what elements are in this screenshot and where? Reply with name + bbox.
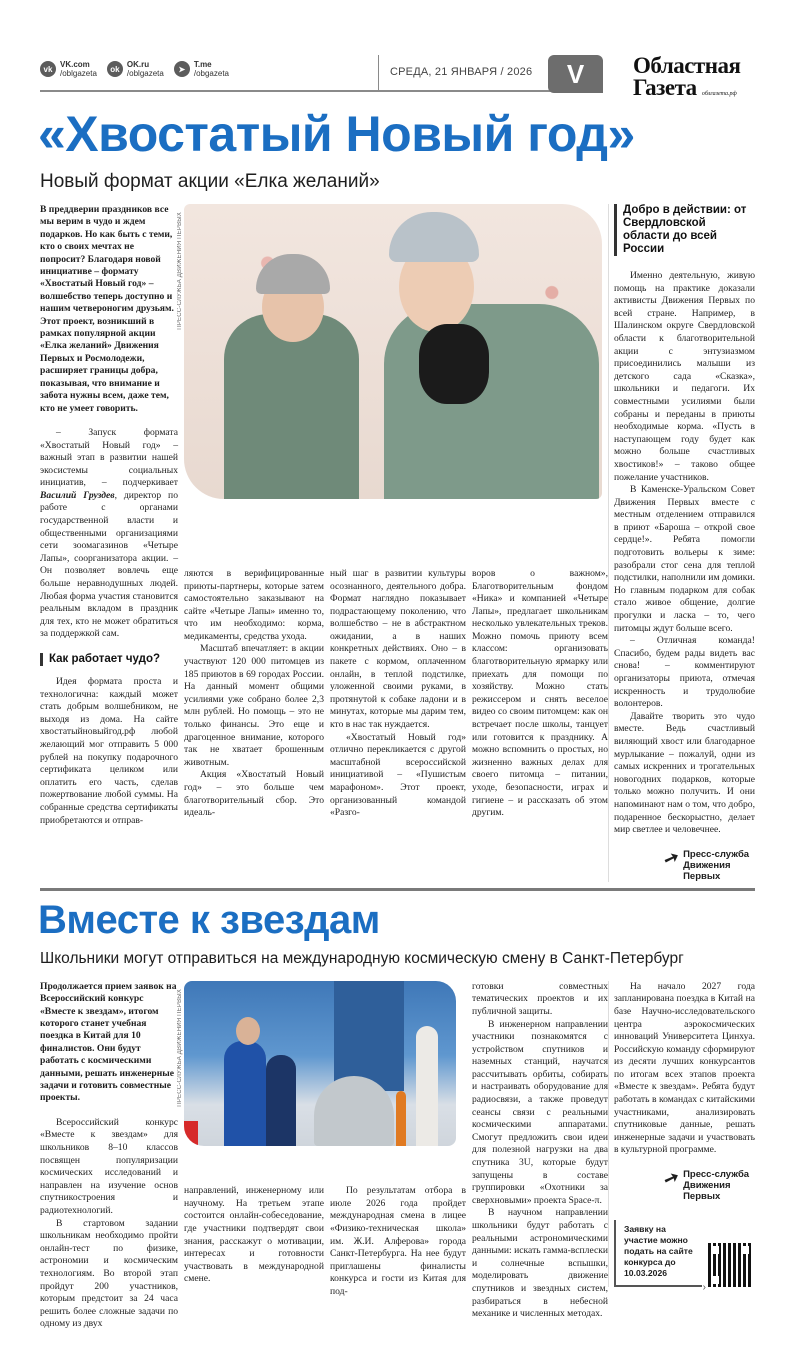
- header-rule: [40, 90, 560, 92]
- paragraph: направлений, инженерному или научному. На третьем этапе состоится онлайн-собеседование, где участники подтвердят свои знания, расскажут о мотивации, интересах и готовности участвовать в международной смене.: [184, 1185, 324, 1285]
- photo-child-right: [384, 304, 599, 499]
- article2-column-2: [184, 1185, 324, 1286]
- photo-red-corner: [184, 1121, 198, 1146]
- article2-body: [40, 981, 755, 1331]
- article2-press-credit: [661, 1166, 755, 1203]
- social-link-telegram[interactable]: [174, 60, 229, 78]
- paragraph: По результатам отбора в июле 2026 года пройдет международная смена в лицее «Физико-техническая школа» им. Ж.И. Алферова» города Санкт-Петербурга. На нее будут приглашены финалисты конкурса и гости из Китая для под-: [330, 1185, 466, 1297]
- section-badge: V: [548, 55, 603, 93]
- article1-photo: [184, 204, 602, 499]
- photo-rocket-small: [396, 1091, 406, 1146]
- paragraph: воров о важном», Благотворительным фондом «Ника» и компанией «Четыре Лапы», предлагает школьникам несколько увлекательных треков. Можно помочь приюту всем классом: организовать благотворительную ярмарку или приехать для помощи по хозяйству. Можно стать режиссером и снять веселое видео со своим питомцем: как он встречает после школы, танцует или готовится к празднику. А можно вспомнить о простых, но жизненно важных делах для своего питомца – питании, уходе, безопасности, играх и гигиене – и рассказать об этом другим.: [472, 567, 608, 819]
- credit-line: Пресс-служба: [683, 848, 750, 860]
- paragraph: Масштаб впечатляет: в акции участвуют 120 000 питомцев из 185 приютов в 69 городах России. На данный момент общими усилиями уже собрано более 2,3 млн рублей. Но помощь – это не только финансы. Это еще и драгоценное внимание, которого так не хватает брошенным животным.: [184, 643, 324, 768]
- paragraph: ный шаг в развитии культуры осознанного, деятельного добра. Формат наглядно показывает подрастающему поколению, что волшебство – не в абстрактном ожидании, а в наших конкретных действиях. Оно – в пакете с кормом, оплаченном онлайн, в теплой подстилке, уложенной своими руками, в протянутой к собаке ладони и в минутах, которые мы дарим тем, кто в нас так нуждается.: [330, 567, 466, 731]
- social-name: OK.ru: [126, 60, 150, 69]
- article2-subtitle: Школьники могут отправиться на международную космическую смену в Санкт-Петербург: [40, 949, 684, 967]
- paragraph: В инженерном направлении участники познакомятся с устройством спутников и наземных станций, научатся рассчитывать орбиты, собирать и настраивать оборудование для радиосвязи, а также проведут сеансы связи с реальными космическими аппаратами. Смогут предложить свои идеи для полезной нагрузки на два спутника 3U, которые будут запущены в составе группировки «Охотники за сверхновыми» проекта Space-π.: [472, 1018, 608, 1206]
- social-name: VK.com: [60, 60, 90, 69]
- photo-cat: [419, 324, 489, 404]
- article1-body: [40, 204, 755, 882]
- paragraph: Давайте творить это чудо вместе. Ведь счастливый виляющий хвост или благодарное мурлыкание – пожалуй, одни из самых искренних и трогательных новогодних подарков, которые только можно получить. И они напоминают нам о том, что добро, подаренное бескорыстно, делает мир светлее и человечнее.: [614, 710, 755, 836]
- telegram-icon: ➤: [174, 61, 190, 77]
- photo-hat: [389, 212, 479, 262]
- article2-photo-cell: [177, 981, 466, 1146]
- credit-line: Движения Первых: [683, 859, 731, 882]
- article2-column-4: [472, 981, 608, 1321]
- photo-girl: [266, 1055, 296, 1146]
- logo-line1: Областная: [633, 53, 741, 78]
- quill-arrow-icon: ➚: [661, 845, 683, 870]
- logo-line2: Газета: [633, 75, 697, 100]
- social-handle: /obgazeta: [193, 69, 229, 78]
- photo-face: [236, 1017, 260, 1045]
- social-handle: /oblgazeta: [60, 69, 97, 78]
- apply-box: [614, 1220, 706, 1294]
- article2-column-3: [330, 1185, 466, 1298]
- article1-sidebar: [608, 204, 755, 882]
- paragraph: Идея формата проста и технологична: каждый может стать добрым волшебником, не выходя из дома. На сайте хвостатыйновыйгод.рф любой желающий мог отправить 5 000 рублей на покупку подарочного сертификата целиком или оплатить его часть, сделав пожертвование любой суммы. На собранные средства сертификаты приобретаются и отправ-: [40, 676, 178, 826]
- quill-arrow-icon: ➚: [661, 1166, 683, 1191]
- article2-title: Вместе к звездам: [38, 897, 380, 942]
- article-divider: [40, 888, 755, 891]
- article1-press-credit: [661, 845, 755, 882]
- paragraph: Акция «Хвостатый Новый год» – это больше чем благотворительный сбор. Это идеаль-: [184, 769, 324, 819]
- article1-title: «Хвостатый Новый год»: [38, 106, 635, 162]
- arrow-right-icon: ›: [702, 1282, 706, 1294]
- photo1-credit: ПРЕСС-СЛУЖБА ДВИЖЕНИЯ ПЕРВЫХ: [177, 212, 183, 330]
- article2-column-5: [608, 980, 755, 1294]
- social-link-ok[interactable]: [107, 60, 164, 78]
- photo-rocket-model: [416, 1026, 438, 1146]
- article1-column-3: [330, 568, 466, 820]
- social-link-vk[interactable]: [40, 60, 97, 78]
- article2-lead: Продолжается прием заявок на Всероссийский конкурс «Вместе к звездам», итогом которого станет учебная поездка в Китай для 10 финалистов. Они будут работать с космическими данными, решать инженерные задачи и готовить совместные проекты.: [40, 980, 177, 1104]
- paragraph: Всероссийский конкурс «Вместе к звездам» для школьников 8–10 классов посвящен популяризации космических исследований и направлен на изучение основ спутникостроения и радиотехнологий.: [40, 1116, 178, 1216]
- article1-column-1: [40, 204, 178, 827]
- article1-photo-cell: [177, 204, 608, 499]
- article1-column-4: [472, 568, 608, 820]
- photo-boy: [224, 1041, 266, 1146]
- quote-person: Василий Груздев: [40, 489, 115, 501]
- photo-hat: [256, 254, 330, 294]
- page-header: [40, 0, 755, 104]
- sidebar-subhead: Добро в действии: от Свердловской области до всей России: [614, 204, 755, 256]
- paragraph: Именно деятельную, живую помощь на практике доказали активисты Движения Первых по всей стране. Например, в Шалинском округе Свердловской области к благотворительной акции с энтузиазмом присоединились малыши из детского сада «Сказка», школьники и педагоги. Их совместными усилиями были собраны и переданы в приюты необходимые корма. «Пусть в наступающем году будет как можно больше счастливых хвостиков!» – таково общее пожелание участников.: [614, 270, 755, 483]
- social-handle: /oblgazeta: [126, 69, 164, 78]
- credit-line: Пресс-служба: [683, 1169, 750, 1181]
- paragraph: – Отличная команда! Спасибо, будем рады видеть вас снова! – комментируют организаторы приюта, отмечая искренность и трудолюбие волонтеров.: [614, 635, 755, 710]
- header-separator: [378, 55, 379, 90]
- paragraph: «Хвостатый Новый год» отлично перекликается с другой масштабной всероссийской инициативой – «Пушистым марафоном». Этот проект, организованный командой «Разго-: [330, 731, 466, 819]
- paragraph: В научном направлении школьники будут работать с реальными астрономическими данными: искать гамма-всплески и солнечные вспышки, моделировать движение спутников и звездных систем, разбираться в небесной механике и численных методах.: [472, 1207, 608, 1320]
- paragraph: В Каменске-Уральском Совет Движения Первых вместе с местным отделением отправился в приют «Бароша – открой свое сердце!». Ребята помогли подготовить вольеры к зиме: разобрали стог сена для теплой подстилки, наполнили им домики. Но главным подарком для собак стало живое общение, долгие прогулки и ласка – то, чего питомцы ждут больше всего.: [614, 484, 755, 634]
- photo2-credit: ПРЕСС-СЛУЖБА ДВИЖЕНИЯ ПЕРВЫХ: [177, 988, 183, 1107]
- photo-wall-portraits: [334, 981, 404, 1091]
- vk-icon: vk: [40, 61, 56, 77]
- article1-lead: В преддверии праздников все мы верим в чудо и ждем подарков. Но как быть с теми, кто о своих мечтах не попросит? Благодаря новой инициативе – формату «Хвостатый Новый год» – волшебство теперь доступно и нашим четвероногим друзьям. Этот проект, возникший в рамках популярной акции «Елка желаний» Движения Первых и Росмолодежи, расширяет границы добра, показывая, что внимание и забота нужны всем, даже тем, кто не умеет говорить.: [40, 204, 174, 414]
- paragraph: ляются в верифицированные приюты-партнеры, которые затем самостоятельно заказывают на сайте «Четыре Лапы» именно то, что им необходимо: корма, медикаменты, средства ухода.: [184, 567, 324, 642]
- issue-date: СРЕДА, 21 ЯНВАРЯ / 2026: [390, 66, 533, 78]
- article2-column-1: [40, 981, 178, 1331]
- social-name: T.me: [193, 60, 212, 69]
- apply-text: Заявку на участие можно подать на сайте конкурса до 10.03.2026: [624, 1224, 693, 1279]
- article1-column-2: [184, 568, 324, 820]
- quote-text: – Запуск формата «Хвостатый Новый год» – важный этап в развитии нашей экосистемы социальных инициатив, – подчеркивает: [40, 426, 178, 489]
- social-links: [40, 60, 229, 78]
- article2-photo: [184, 981, 456, 1146]
- paragraph: На начало 2027 года запланирована поездка в Китай на базе Научно-исследовательского центра аэрокосмических инноваций Университета Цинхуа. Российскую команду сформируют из десяти лучших конкурсантов по итогам всех этапов проекта «Вместе к звездам». Ребята будут работать в командах с китайскими участниками, анализировать спутниковые данные, решать инженерные задачи и участвовать в культурной программе.: [614, 980, 755, 1156]
- qr-code[interactable]: [708, 1243, 752, 1287]
- paragraph: готовки совместных тематических проектов и их публичной защиты.: [472, 980, 608, 1017]
- paragraph: В стартовом задании школьникам необходимо пройти онлайн-тест по физике, астрономии и космическим технологиям. Во второй этап пройдут 200 участников, которым предстоит за 24 часа решить более сложные задачи по одному из двух: [40, 1217, 178, 1330]
- logo-site: облгазета.рф: [701, 91, 737, 97]
- newspaper-logo[interactable]: [633, 55, 740, 105]
- article1-subhead: Как работает чудо?: [40, 653, 178, 666]
- quote-text: , директор по работе с органами государственной власти и общественными организациями сети зоомагазинов «Четыре Лапы», соорганизатора акции. – Он позволяет вовлечь еще больше неравнодушных людей. Любая форма участия становится реальным вкладом в праздник для тех, кто не может обратиться за поддержкой сам.: [40, 489, 178, 640]
- ok-icon: ok: [107, 61, 123, 77]
- apply-block: [614, 1220, 755, 1294]
- credit-line: Движения Первых: [683, 1180, 731, 1203]
- article1-subtitle: Новый формат акции «Елка желаний»: [40, 171, 380, 192]
- article1-quote: [40, 427, 178, 641]
